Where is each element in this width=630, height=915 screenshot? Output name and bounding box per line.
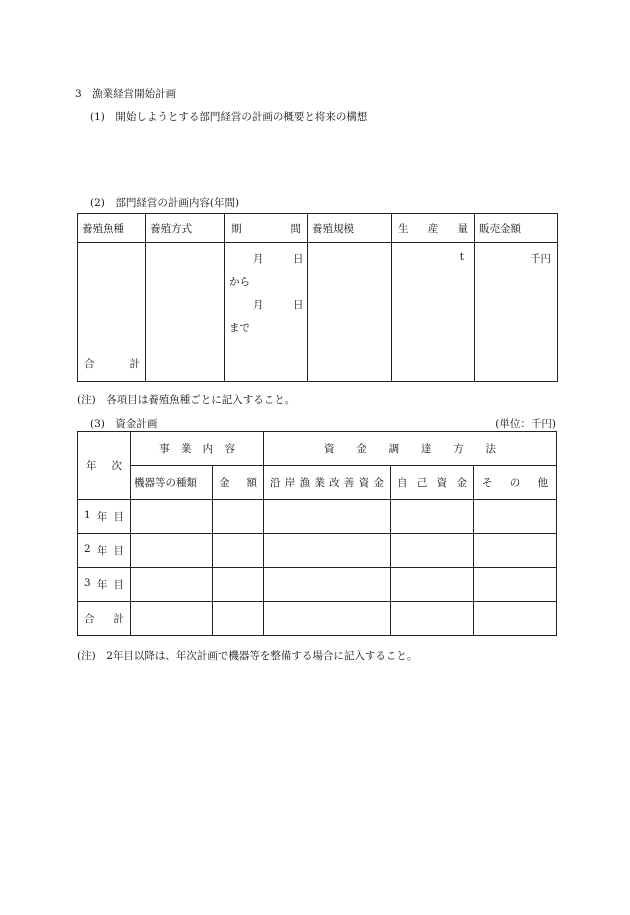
item-3-heading: (3) 資金計画 xyxy=(90,418,158,430)
sales-cell[interactable] xyxy=(475,243,558,382)
period-to: まで xyxy=(229,322,250,334)
item-2-heading: (2) 部門経営の計画内容(年間) xyxy=(90,197,240,209)
table-row xyxy=(78,534,557,568)
header-year: 年 次 xyxy=(78,432,131,500)
table-row-total xyxy=(78,602,557,636)
species-cell[interactable] xyxy=(78,243,146,382)
header-business: 事 業 内 容 xyxy=(131,432,264,466)
period-from: から xyxy=(229,276,250,288)
funding-plan-table xyxy=(77,431,557,636)
header-sales: 販売金額 xyxy=(475,214,558,243)
row-label: 1 年 目 xyxy=(78,500,131,534)
header-period: 期 間 xyxy=(225,214,308,243)
header-species: 養殖魚種 xyxy=(78,214,146,243)
header-funding: 資 金 調 達 方 法 xyxy=(264,432,557,466)
header-coastal-fund: 沿 岸 漁 業 改 善 資 金 xyxy=(264,466,391,500)
row-label: 2 年 目 xyxy=(78,534,131,568)
header-scale: 養殖規模 xyxy=(308,214,392,243)
note-1: (注) 各項目は養殖魚種ごとに記入すること。 xyxy=(77,394,296,406)
unit-t: t xyxy=(459,251,464,263)
header-amount: 金 額 xyxy=(213,466,264,500)
period-day-2: 日 xyxy=(293,299,304,311)
total-b: 計 xyxy=(129,358,140,370)
table-row xyxy=(78,500,557,534)
row-label-total: 合 計 xyxy=(78,602,131,636)
scale-cell[interactable] xyxy=(308,243,392,382)
table-row xyxy=(78,568,557,602)
plan-content-table xyxy=(77,213,558,382)
section-title: 3 漁業経営開始計画 xyxy=(75,88,177,100)
period-day-1: 日 xyxy=(293,253,304,265)
header-equipment-type: 機器等の種類 xyxy=(131,466,213,500)
period-month-2: 月 xyxy=(253,299,264,311)
unit-label: (単位：千円) xyxy=(495,418,556,430)
header-other: そ の 他 xyxy=(474,466,557,500)
production-cell[interactable] xyxy=(392,243,475,382)
item-1-heading: (1) 開始しようとする部門経営の計画の概要と将来の構想 xyxy=(90,111,368,123)
total-a: 合 xyxy=(84,358,95,370)
unit-yen: 千円 xyxy=(530,253,551,265)
row-label: 3 年 目 xyxy=(78,568,131,602)
note-2: (注) 2年目以降は、年次計画で機器等を整備する場合に記入すること。 xyxy=(77,650,418,662)
period-cell[interactable] xyxy=(225,243,308,382)
period-month-1: 月 xyxy=(253,253,264,265)
header-production: 生 産 量 xyxy=(392,214,475,243)
header-method: 養殖方式 xyxy=(146,214,225,243)
method-cell[interactable] xyxy=(146,243,225,382)
header-own-fund: 自 己 資 金 xyxy=(391,466,474,500)
